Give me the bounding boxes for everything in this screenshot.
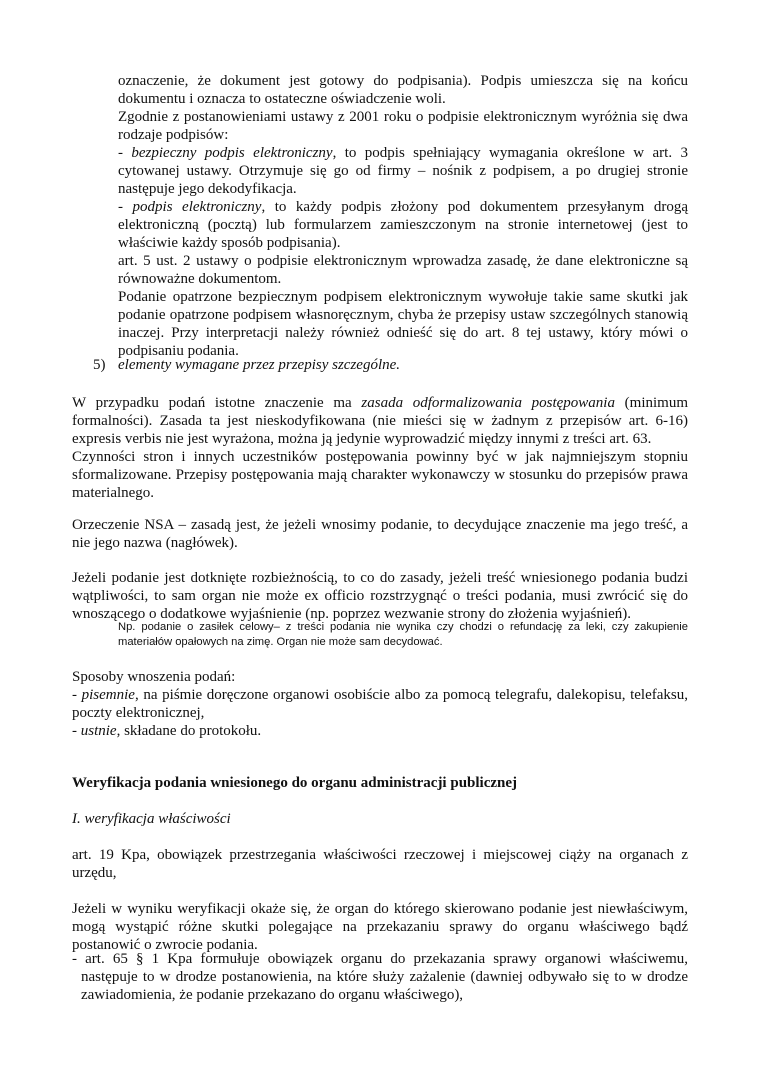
- subheading-text: I. weryfikacja właściwości: [72, 811, 231, 827]
- electronic-signature-text: , to każdy podpis złożony pod dokumentem przesyłanym drogą elektroniczną (pocztą) lub formularzem zamieszczonym na stronie internetowej (jest to właściwie każdy sposób podpisania).: [118, 199, 688, 251]
- paragraph-art-19: art. 19 Kpa, obowiązek przestrzegania właściwości rzeczowej i miejscowej ciąży na organach z urzędu,: [72, 847, 688, 881]
- dash: -: [72, 723, 81, 739]
- paragraph-signature-end: oznaczenie, że dokument jest gotowy do podpisania). Podpis umieszcza się na końcu dokumentu i oznacza to ostateczne oświadczenie woli.: [118, 73, 688, 107]
- paragraph-art-5: art. 5 ust. 2 ustawy o podpisie elektronicznym wprowadza zasadę, że dane elektroniczne są równoważne dokumentom.: [118, 253, 688, 287]
- subsection-heading: [72, 810, 688, 828]
- section-heading: Weryfikacja podania wniesionego do organu administracji publicznej: [72, 775, 518, 791]
- paragraph-signed-application: Podanie opatrzone bezpiecznym podpisem elektronicznym wywołuje takie same skutki jak podanie opatrzone podpisem własnoręcznym, chyba że przepisy ustaw szczególnych stanowią inaczej. Przy interpretacji należy również odnieść się do art. 8 tej ustawy, który mówi o podpisaniu podania.: [118, 289, 688, 359]
- list-item-5: [93, 356, 688, 374]
- paragraph-discrepancy: Jeżeli podanie jest dotknięte rozbieżnością, to co do zasady, jeżeli treść wniesionego podania budzi wątpliwości, to sam organ nie może ex officio rozstrzygnąć o treści podania, musi zwrócić się do wnoszącego o dodatkowe wyjaśnienie (np. poprzez wezwanie strony do złożenia wyjaśnień).: [72, 570, 688, 622]
- paragraph-two-signature-types: Zgodnie z postanowieniami ustawy z 2001 roku o podpisie elektronicznym wyróżnia się dwa rodzaje podpisów:: [118, 109, 688, 143]
- dash: -: [118, 145, 132, 161]
- dash: -: [72, 687, 82, 703]
- paragraph-electronic-signature: [118, 198, 688, 252]
- dash: -: [72, 951, 86, 967]
- written-text: , na piśmie doręczone organowi osobiście albo za pomocą telegrafu, dalekopisu, telefaksu, poczty elektronicznej,: [72, 687, 688, 721]
- text-span: W przypadku podań istotne znaczenie ma: [72, 395, 362, 411]
- term-electronic-signature: podpis elektroniczny: [132, 199, 262, 215]
- list-item-number: 5): [93, 357, 106, 373]
- secure-signature-text: , to podpis spełniający wymagania określone w art. 3 cytowanej ustawy. Otrzymuje się go od firmy – nośnik z podpisem, a po drugiej stronie następuje jego dekodyfikacja.: [118, 145, 688, 197]
- list-item-oral: [72, 722, 688, 740]
- paragraph-submission-methods: Sposoby wnoszenia podań:: [72, 669, 236, 685]
- term-deformalization: zasada odformalizowania postępowania: [361, 395, 615, 411]
- paragraph-deformalization: [72, 394, 688, 448]
- paragraph-verification-result: Jeżeli w wyniku weryfikacji okaże się, że organ do którego skierowano podanie jest niewłaściwym, mogą wystąpić różne skutki polegające na przekazaniu sprawy do organu właściwego bądź postanowić o zwrocie podania.: [72, 901, 688, 953]
- oral-text: , składane do protokołu.: [116, 723, 262, 739]
- term-oral: ustnie: [80, 723, 117, 739]
- list-item-text: elementy wymagane przez przepisy szczególne.: [118, 357, 401, 373]
- list-item-written: [72, 686, 688, 722]
- art-65-text: art. 65 § 1 Kpa formułuje obowiązek organu do przekazania sprawy organowi właściwemu, następuje to w drodze postanowienia, na które służy zażalenie (dawniej odbywało się to w drodze zawiadomienia, że podanie przekazano do organu właściwego),: [81, 951, 688, 1003]
- paragraph-nsa-ruling: Orzeczenie NSA – zasadą jest, że jeżeli wnosimy podanie, to decydujące znaczenie ma jego treść, a nie jego nazwa (nagłówek).: [72, 517, 688, 551]
- dash: -: [118, 199, 133, 215]
- paragraph-parties-actions: Czynności stron i innych uczestników postępowania powinny być w jak najmniejszym stopniu sformalizowane. Przepisy postępowania mają charakter wykonawczy w stosunku do przepisów prawa materialnego.: [72, 449, 688, 501]
- term-secure-signature: bezpieczny podpis elektroniczny: [131, 145, 333, 161]
- paragraph-secure-signature: [118, 144, 688, 198]
- text-span: (minimum formalności). Zasada ta jest nieskodyfikowana (nie mieści się w żadnym z przepisów art. 6-16) expresis verbis nie jest wyrażona, można ją jedynie wyprowadzić między innymi z treści art. 63.: [72, 395, 688, 447]
- list-item-art-65: [72, 950, 688, 1004]
- note-example: Np. podanie o zasiłek celowy– z treści podania nie wynika czy chodzi o refundację za leki, czy zakupienie materiałów opałowych na zimę. Organ nie może sam decydować.: [118, 621, 688, 648]
- term-written: pisemnie: [81, 687, 135, 703]
